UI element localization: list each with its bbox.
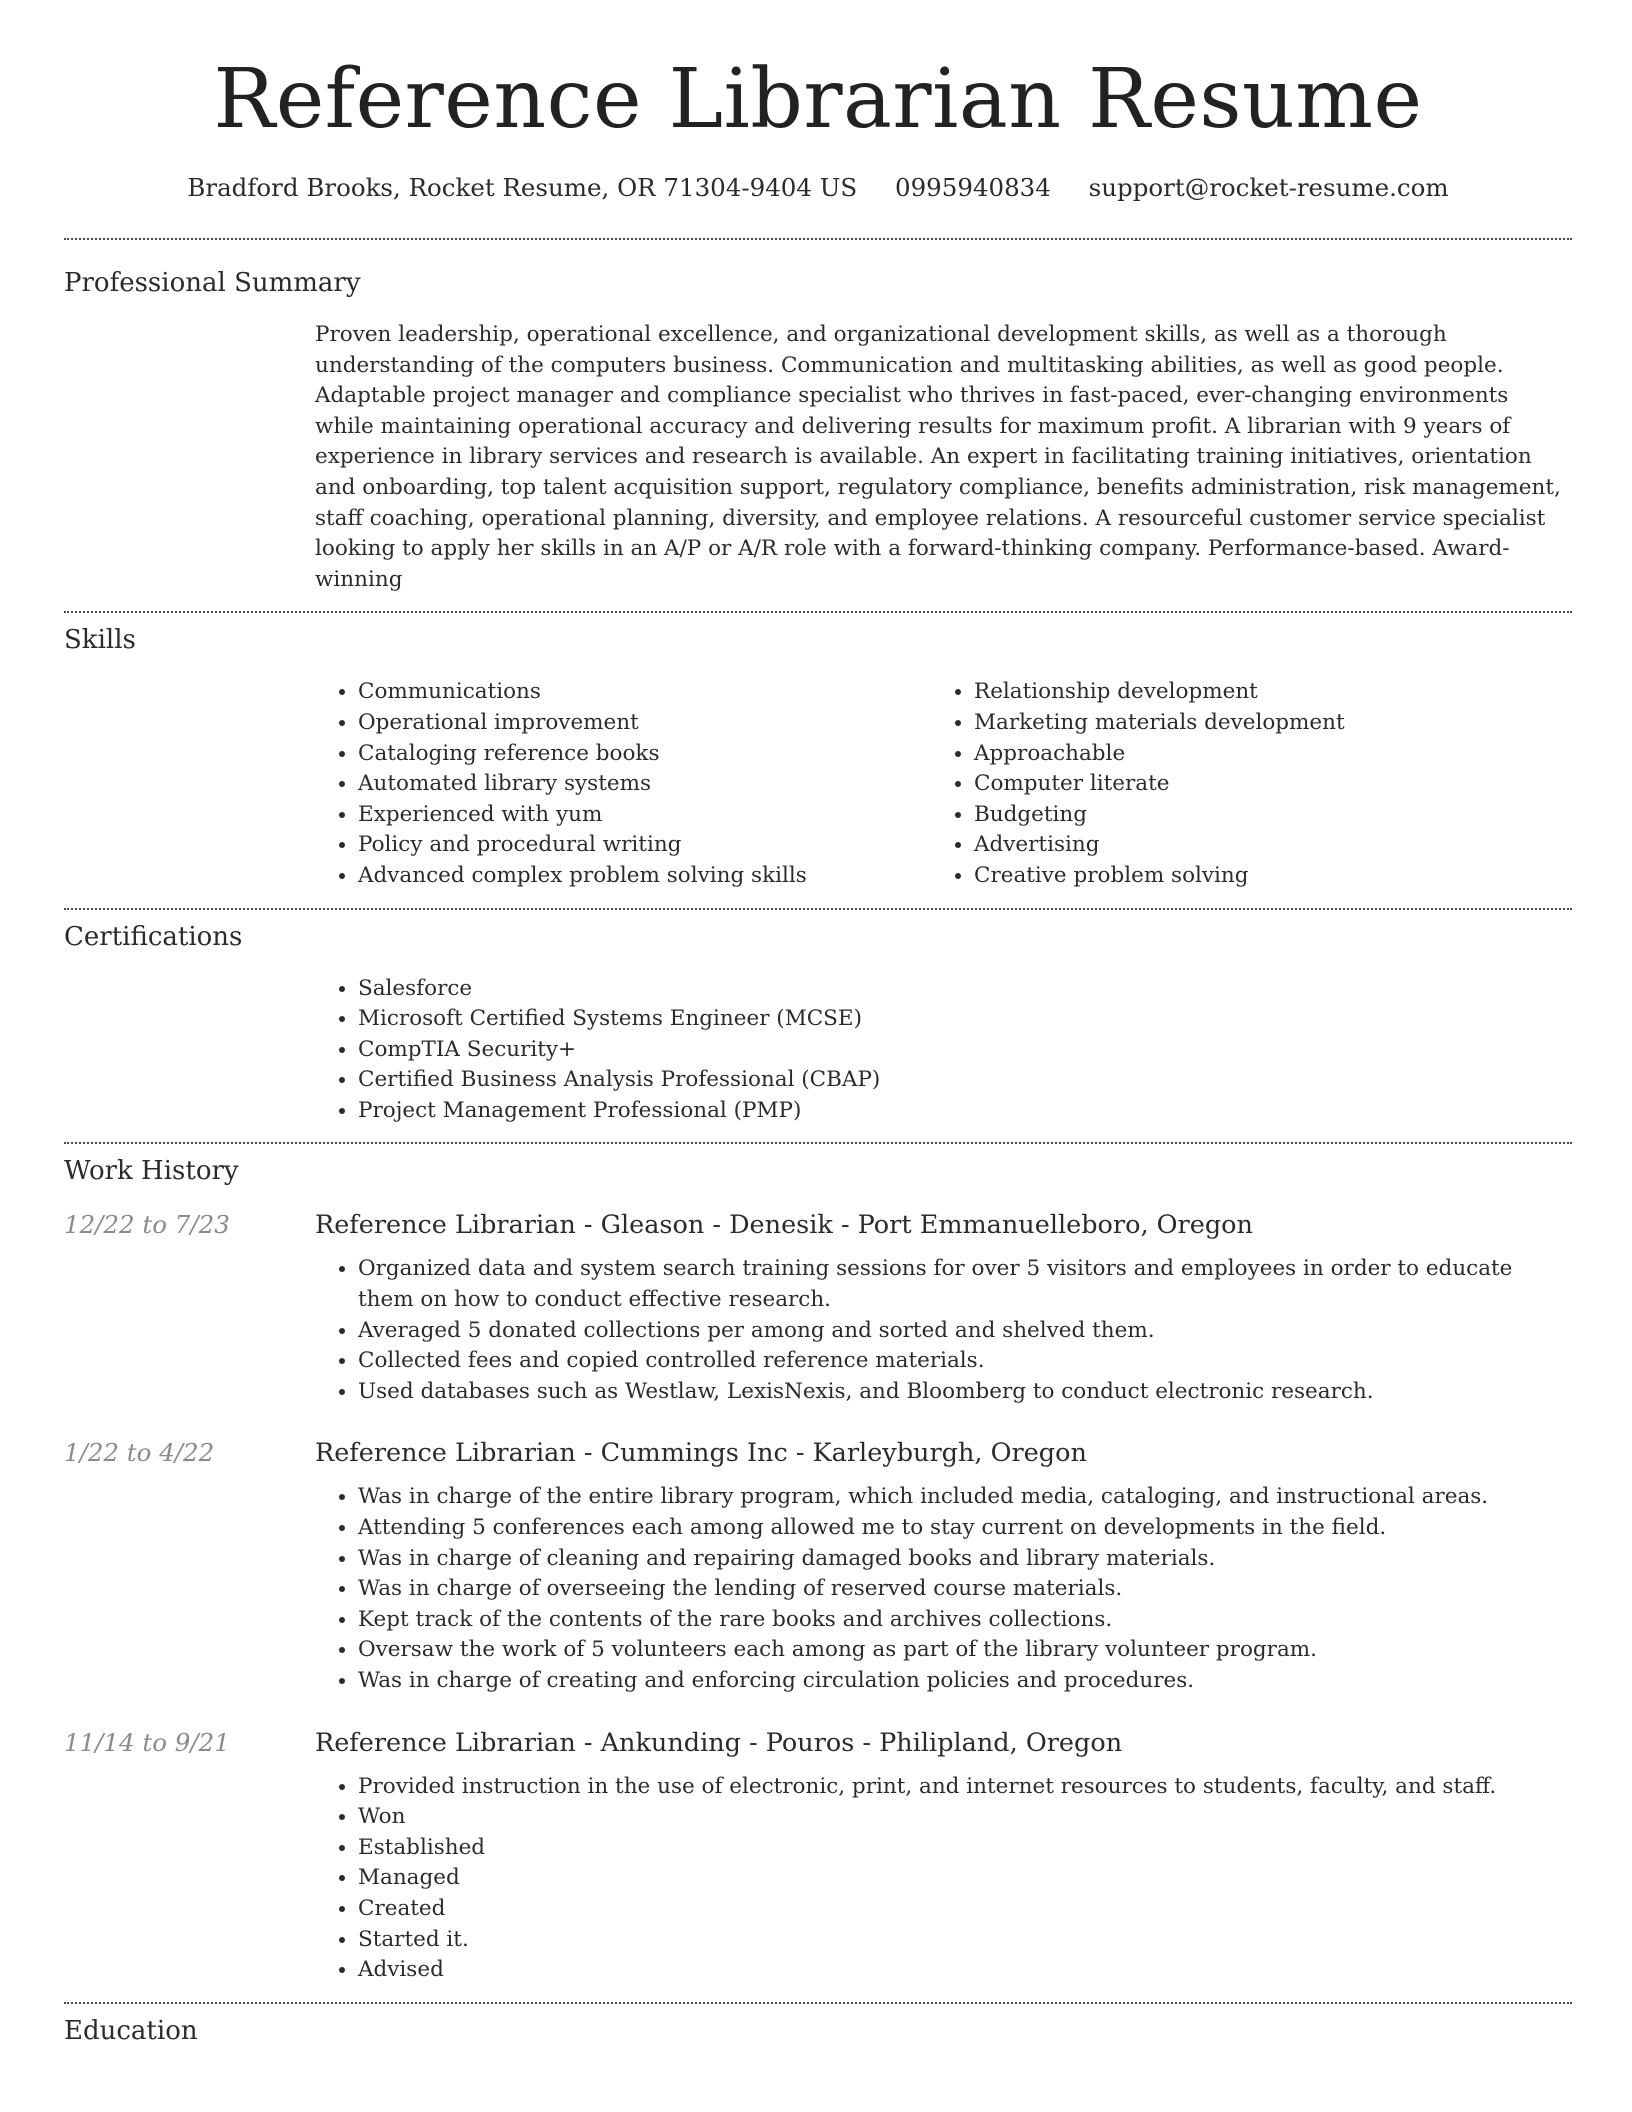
job-title: Reference Librarian - Cummings Inc - Karleyburgh, Oregon — [315, 1438, 1087, 1469]
job-entry — [64, 1726, 1572, 1986]
summary-section — [64, 240, 1572, 595]
skill-item: • Relationship development — [974, 677, 1547, 708]
job-bullets — [315, 1482, 1572, 1696]
skill-item: • Budgeting — [974, 800, 1547, 831]
work-history-heading: Work History — [64, 1156, 239, 1187]
job-dates: 1/22 to 4/22 — [64, 1438, 215, 1468]
job-bullet: • Attending 5 conferences each among allowed me to stay current on developments in the field. — [358, 1513, 1572, 1544]
certification-item: • Certified Business Analysis Professional (CBAP) — [358, 1065, 1572, 1096]
job-bullet: • Used databases such as Westlaw, LexisNexis, and Bloomberg to conduct electronic research. — [358, 1377, 1572, 1408]
job-dates: 11/14 to 9/21 — [64, 1727, 230, 1757]
job-title: Reference Librarian - Ankunding - Pouros - Philipland, Oregon — [315, 1727, 1123, 1758]
skill-item: • Cataloging reference books — [358, 739, 931, 770]
job-bullets — [315, 1254, 1572, 1407]
skills-section — [64, 613, 1572, 891]
work-history-section — [64, 1144, 1572, 1985]
job-bullet: • Was in charge of the entire library program, which included media, cataloging, and instructional areas. — [358, 1482, 1572, 1513]
skill-item: • Experienced with yum — [358, 800, 931, 831]
contact-line — [64, 172, 1572, 204]
skill-item: • Creative problem solving — [974, 861, 1547, 892]
skill-item: • Advertising — [974, 830, 1547, 861]
job-bullet: • Oversaw the work of 5 volunteers each among as part of the library volunteer program. — [358, 1635, 1572, 1666]
job-header — [64, 1208, 1572, 1242]
job-bullet: • Established — [358, 1833, 1572, 1864]
job-bullet: • Advised — [358, 1955, 1572, 1986]
job-bullet: • Created — [358, 1894, 1572, 1925]
skill-item: • Policy and procedural writing — [358, 830, 931, 861]
certifications-list — [315, 974, 1572, 1127]
certifications-heading: Certifications — [64, 921, 243, 952]
summary-content — [315, 320, 1572, 595]
education-section — [64, 2004, 1572, 2048]
certification-item: • Project Management Professional (PMP) — [358, 1096, 1572, 1127]
job-bullet: • Kept track of the contents of the rare books and archives collections. — [358, 1605, 1572, 1636]
skill-item: • Communications — [358, 677, 931, 708]
job-bullet: • Collected fees and copied controlled reference materials. — [358, 1346, 1572, 1377]
skill-item: • Operational improvement — [358, 708, 931, 739]
resume-title: Reference Librarian Resume — [213, 52, 1423, 147]
skills-heading: Skills — [64, 625, 136, 656]
skills-grid — [315, 677, 1572, 891]
job-bullet: • Managed — [358, 1863, 1572, 1894]
job-entry — [64, 1208, 1572, 1407]
job-title: Reference Librarian - Gleason - Denesik - Port Emmanuelleboro, Oregon — [315, 1210, 1253, 1241]
skill-item: • Marketing materials development — [974, 708, 1547, 739]
job-bullet: • Won — [358, 1802, 1572, 1833]
summary-text: Proven leadership, operational excellence, and organizational development skills, as well as a thorough understanding of the computers business. Communication and multitasking abilities, as well as good people. Adaptable project manager and compliance specialist who thrives in fast-paced, ever-changing environments while maintaining operational accuracy and delivering results for maximum profit. A librarian with 9 years of experience in library services and research is available. An expert in facilitating training initiatives, orientation and onboarding, top talent acquisition support, regulatory compliance, benefits administration, risk management, staff coaching, operational planning, diversity, and employee relations. A resourceful customer service specialist looking to apply her skills in an A/P or A/R role with a forward-thinking company. Performance-based. Award-winning — [315, 322, 1561, 592]
job-bullet: • Was in charge of overseeing the lending of reserved course materials. — [358, 1574, 1572, 1605]
contact-email: support@rocket-resume.com — [1088, 173, 1449, 202]
certification-item: • CompTIA Security+ — [358, 1035, 1572, 1066]
job-header — [64, 1726, 1572, 1760]
certifications-section — [64, 910, 1572, 1127]
skills-list-right — [931, 677, 1547, 891]
certification-item: • Salesforce — [358, 974, 1572, 1005]
job-bullets — [315, 1772, 1572, 1986]
education-heading: Education — [64, 2015, 198, 2046]
contact-phone: 0995940834 — [894, 173, 1051, 202]
skill-item: • Automated library systems — [358, 769, 931, 800]
skill-item: • Computer literate — [974, 769, 1547, 800]
job-header — [64, 1436, 1572, 1470]
job-entry — [64, 1436, 1572, 1696]
certifications-content — [315, 974, 1572, 1127]
job-bullet: • Organized data and system search training sessions for over 5 visitors and employees in order to educate them on how to conduct effective research. — [358, 1254, 1572, 1315]
job-bullet: • Provided instruction in the use of electronic, print, and internet resources to students, faculty, and staff. — [358, 1772, 1572, 1803]
skill-item: • Approachable — [974, 739, 1547, 770]
job-bullet: • Averaged 5 donated collections per among and sorted and shelved them. — [358, 1316, 1572, 1347]
certification-item: • Microsoft Certified Systems Engineer (MCSE) — [358, 1004, 1572, 1035]
job-bullet: • Was in charge of cleaning and repairing damaged books and library materials. — [358, 1544, 1572, 1575]
summary-heading: Professional Summary — [64, 268, 361, 298]
job-bullet: • Started it. — [358, 1925, 1572, 1956]
skill-item: • Advanced complex problem solving skills — [358, 861, 931, 892]
job-bullet: • Was in charge of creating and enforcing circulation policies and procedures. — [358, 1666, 1572, 1697]
resume-page — [64, 0, 1572, 2048]
contact-address: Bradford Brooks, Rocket Resume, OR 71304-9404 US — [187, 173, 858, 202]
skills-list-left — [315, 677, 931, 891]
job-dates: 12/22 to 7/23 — [64, 1210, 230, 1240]
